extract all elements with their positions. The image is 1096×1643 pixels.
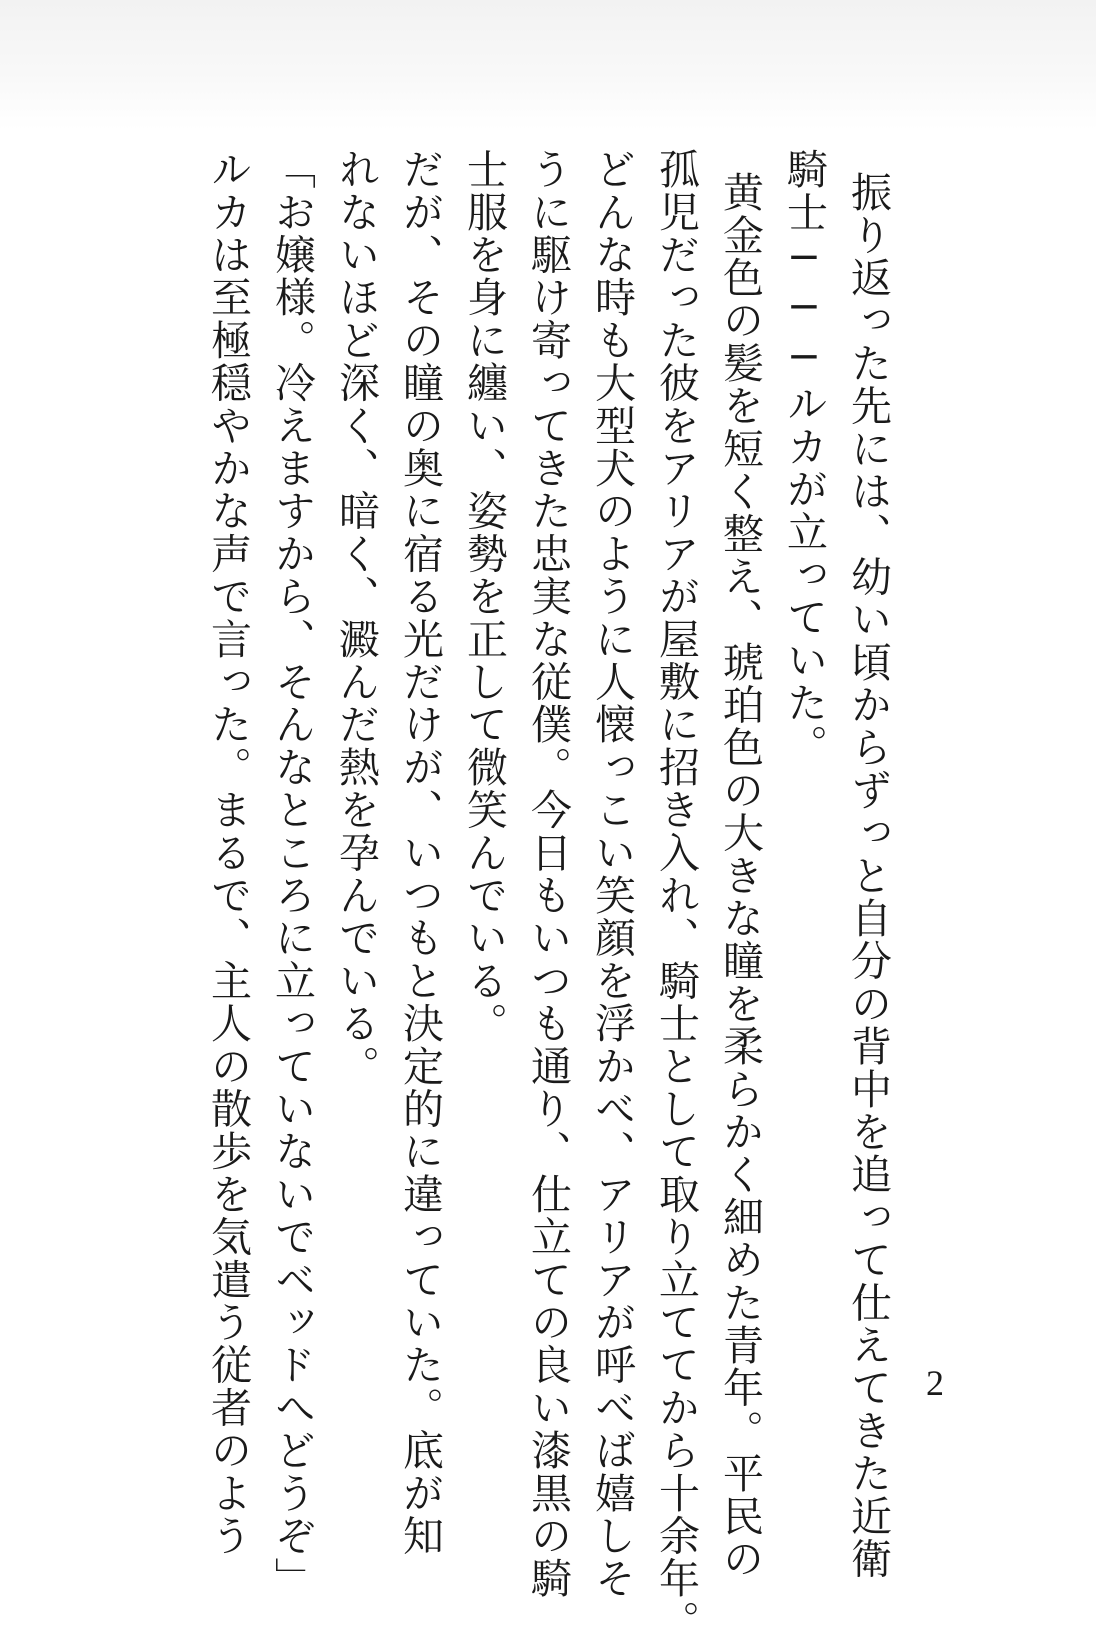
page-number: 2: [926, 1363, 944, 1403]
text-line: ルカは至極穏やかな声で言った。まるで、主人の散歩を気遣う従者のよう: [204, 148, 252, 1558]
text-line: 孤児だった彼をアリアが屋敷に招き入れ、騎士として取り立ててから十余年。: [652, 148, 700, 1643]
top-shade: [0, 0, 1096, 130]
text-line: 「お嬢様。冷えますから、そんなところに立っていないでベッドへどうぞ」: [268, 148, 316, 1600]
text-line: うに駆け寄ってきた忠実な従僕。今日もいつも通り、仕立ての良い漆黒の騎: [524, 148, 572, 1600]
text-line: 黄金色の髪を短く整え、琥珀色の大きな瞳を柔らかく細めた青年。平民の: [716, 171, 764, 1581]
vertical-text-body: [196, 148, 900, 1643]
text-line: れないほど深く、暗く、澱んだ熱を孕んでいる。: [332, 148, 380, 1088]
text-line: だが、その瞳の奥に宿る光だけが、いつもと決定的に違っていた。底が知: [396, 148, 444, 1558]
text-line: どんな時も大型犬のように人懐っこい笑顔を浮かべ、アリアが呼べば嬉しそ: [588, 148, 636, 1600]
text-line: 士服を身に纏い、姿勢を正して微笑んでいる。: [460, 148, 508, 1045]
text-line: 振り返った先には、幼い頃からずっと自分の背中を追って仕えてきた近衛: [844, 171, 892, 1581]
text-line: 騎士───ルカが立っていた。: [780, 148, 828, 767]
